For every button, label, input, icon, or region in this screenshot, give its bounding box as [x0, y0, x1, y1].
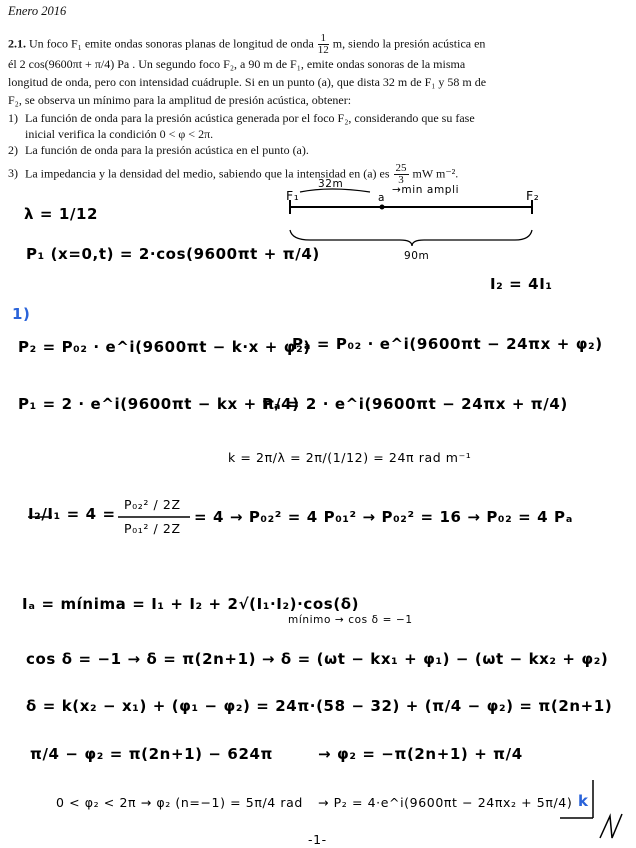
question-1: 1) La función de onda para la presión acústica generada por el foco F₂, considerando que su fase	[8, 111, 475, 125]
brace-90m	[290, 230, 532, 246]
phi-result: → φ₂ = −π(2n+1) + π/4	[318, 745, 523, 763]
intensity-ratio-left: I₂/I₁ = 4 =	[28, 505, 116, 523]
lambda-value: λ = 1/12	[24, 205, 99, 223]
page-number: -1-	[308, 832, 327, 847]
problem-line-1: 2.1. Un foco F₁ emite ondas sonoras planas de longitud de onda $\frac{1}{12}$ m, siendo la presión acústica en	[8, 32, 486, 56]
cos-delta: cos δ = −1 → δ = π(2n+1) → δ = (ωt − kx₁ + φ₁) − (ωt − kx₂ + φ₂)	[26, 650, 609, 668]
final-p2: → P₂ = 4·e^i(9600πt − 24πx₂ + 5π/4)	[318, 795, 573, 810]
diagram-90m-label: 90m	[404, 250, 430, 262]
diagram-f2-label: F₂	[526, 188, 540, 203]
question-3: 3) La impedancia y la densidad del medio, sabiendo que la intensidad en (a) es $\frac{25}{3}$ mW m⁻².	[8, 162, 459, 186]
diagram-point-a: a	[378, 192, 386, 204]
problem-line-2: él 2 cos(9600πt + π/4) Pa . Un segundo foco F₂, a 90 m de F₁, emite ondas sonoras de la misma	[8, 57, 466, 71]
diagram-32m-label: 32m	[318, 178, 344, 190]
final-k-mark: k	[578, 792, 589, 810]
check-mark	[600, 814, 622, 838]
minimum-condition: mínimo → cos δ = −1	[288, 614, 413, 626]
wavelength-fraction: $\frac{1}{12}$	[317, 32, 329, 56]
diagram-f1-label: F₁	[286, 188, 300, 203]
delta-equation: δ = k(x₂ − x₁) + (φ₁ − φ₂) = 24π·(58 − 32) + (π/4 − φ₂) = π(2n+1)	[26, 697, 613, 715]
p1-general: P₁ = 2 · e^i(9600πt − kx + π/4)	[18, 395, 300, 413]
point-a-marker	[380, 205, 385, 210]
wavenumber: k = 2π/λ = 2π/(1/12) = 24π rad m⁻¹	[228, 450, 472, 465]
part-1-label: 1)	[12, 305, 31, 323]
problem-line-4: F₂, se observa un mínimo para la amplitud de presión acústica, obtener:	[8, 93, 352, 107]
phi-equation: π/4 − φ₂ = π(2n+1) − 624π	[30, 745, 273, 763]
intensity-relation: I₂ = 4I₁	[490, 275, 553, 293]
question-2: 2) La función de onda para la presión acústica en el punto (a).	[8, 143, 309, 157]
ratio-result: = 4 → P₀₂² = 4 P₀₁² → P₀₂² = 16 → P₀₂ = 4 Pₐ	[194, 508, 573, 526]
pa1-expression: Pₐ = 2 · e^i(9600πt − 24πx + π/4)	[262, 395, 568, 413]
ratio-numerator: P₀₂² / 2Z	[124, 497, 181, 512]
p2-general: P₂ = P₀₂ · e^i(9600πt − k·x + φ₂)	[18, 338, 311, 356]
exam-date-header: Enero 2016	[8, 4, 67, 18]
pa2-expression: Pₐ = P₀₂ · e^i(9600πt − 24πx + φ₂)	[292, 335, 603, 353]
problem-line-3: longitud de onda, pero con intensidad cuádruple. Si en un punto (a), que dista 32 m de F₁ y 58 m de	[8, 75, 487, 89]
question-1-cont: inicial verifica la condición 0 < φ < 2π.	[25, 127, 214, 141]
intensity-fraction: $\frac{25}{3}$	[395, 162, 407, 186]
problem-number: 2.1.	[8, 36, 26, 51]
diagram-min-label: →min ampli	[392, 184, 460, 196]
ratio-denominator: P₀₁² / 2Z	[124, 521, 181, 536]
final-condition: 0 < φ₂ < 2π → φ₂ (n=−1) = 5π/4 rad	[56, 795, 303, 810]
intensity-minimum: Iₐ = mínima = I₁ + I₂ + 2√(I₁·I₂)·cos(δ)	[22, 595, 360, 613]
p1-initial: P₁ (x=0,t) = 2·cos(9600πt + π/4)	[26, 245, 320, 263]
